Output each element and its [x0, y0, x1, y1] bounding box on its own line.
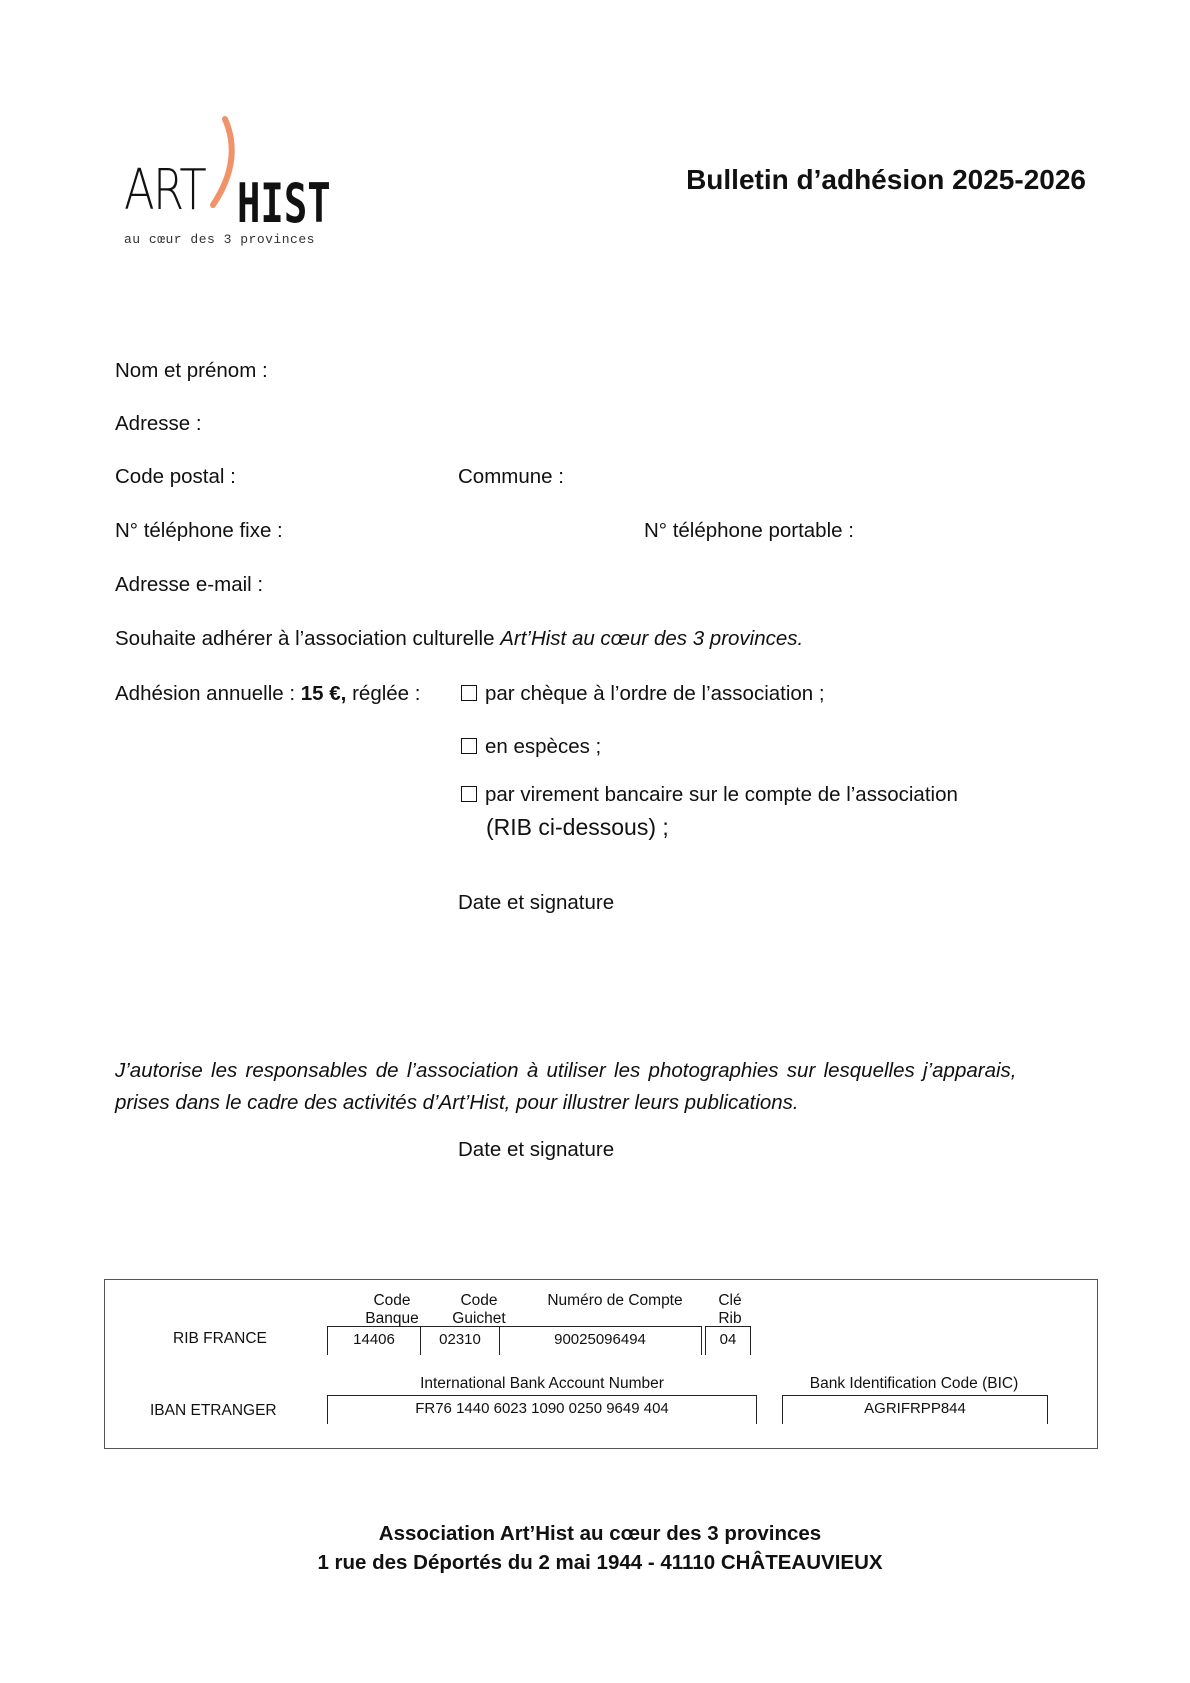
header-code-banque: Code Banque	[365, 1292, 419, 1327]
phone-label: N° téléphone fixe :	[115, 519, 283, 542]
option-cash[interactable]	[461, 735, 601, 759]
bic-value: AGRIFRPP844	[782, 1395, 1048, 1424]
option-label: par virement bancaire sur le compte de l’association	[485, 783, 958, 806]
association-name: Art’Hist au cœur des 3 provinces.	[500, 627, 804, 650]
header-code-guichet: Code Guichet	[452, 1292, 506, 1327]
bank-details-box	[104, 1279, 1098, 1449]
postal-code-label: Code postal :	[115, 465, 236, 488]
photo-consent-line1: J’autorise les responsables de l’association à utiliser les photographies sur lesquelles j’apparais,	[115, 1059, 1017, 1082]
fee-line	[115, 682, 420, 706]
wish-text: Souhaite adhérer à l’association culturelle	[115, 627, 501, 650]
signature-label-2: Date et signature	[458, 1138, 615, 1161]
option-cheque[interactable]	[461, 682, 825, 706]
address-label: Adresse :	[115, 412, 202, 435]
header-iban: International Bank Account Number	[420, 1375, 664, 1392]
checkbox-icon[interactable]	[461, 738, 477, 754]
footer-address: 1 rue des Déportés du 2 mai 1944 - 41110 CHÂTEAUVIEUX	[317, 1551, 883, 1574]
checkbox-icon[interactable]	[461, 685, 477, 701]
header-numero-compte: Numéro de Compte	[547, 1292, 683, 1309]
membership-statement	[115, 627, 803, 651]
code-guichet-value: 02310	[420, 1326, 500, 1355]
header-cle-rib: Clé Rib	[718, 1292, 742, 1327]
numero-compte-value: 90025096494	[499, 1326, 702, 1355]
footer-association: Association Art’Hist au cœur des 3 provinces	[378, 1522, 822, 1545]
fee-amount: 15 €,	[300, 682, 347, 705]
option-label: par chèque à l’ordre de l’association ;	[485, 682, 825, 705]
signature-label-1: Date et signature	[458, 891, 615, 914]
rib-france-label: RIB FRANCE	[173, 1330, 267, 1347]
iban-etranger-label: IBAN ETRANGER	[150, 1402, 277, 1419]
name-label: Nom et prénom :	[115, 359, 268, 382]
checkbox-icon[interactable]	[461, 786, 477, 802]
iban-value: FR76 1440 6023 1090 0250 9649 404	[327, 1395, 757, 1424]
town-label: Commune :	[458, 465, 564, 488]
header-bic: Bank Identification Code (BIC)	[809, 1375, 1019, 1392]
cle-rib-value: 04	[705, 1326, 751, 1355]
photo-consent-line2: prises dans le cadre des activités d’Art’Hist, pour illustrer leurs publications.	[115, 1091, 799, 1114]
page-title: Bulletin d’adhésion 2025-2026	[686, 164, 1086, 195]
option-label: en espèces ;	[485, 735, 602, 758]
email-label: Adresse e-mail :	[115, 573, 264, 596]
logo-art: ART	[124, 158, 206, 223]
code-banque-value: 14406	[327, 1326, 421, 1355]
logo-hist: HIST	[237, 172, 331, 235]
fee-prefix: Adhésion annuelle :	[115, 682, 301, 705]
option-transfer-cont: (RIB ci-dessous) ;	[486, 814, 669, 840]
option-transfer[interactable]	[461, 783, 958, 807]
fee-suffix: réglée :	[346, 682, 421, 705]
logo-tagline: au cœur des 3 provinces	[124, 232, 315, 247]
mobile-label: N° téléphone portable :	[644, 519, 854, 542]
